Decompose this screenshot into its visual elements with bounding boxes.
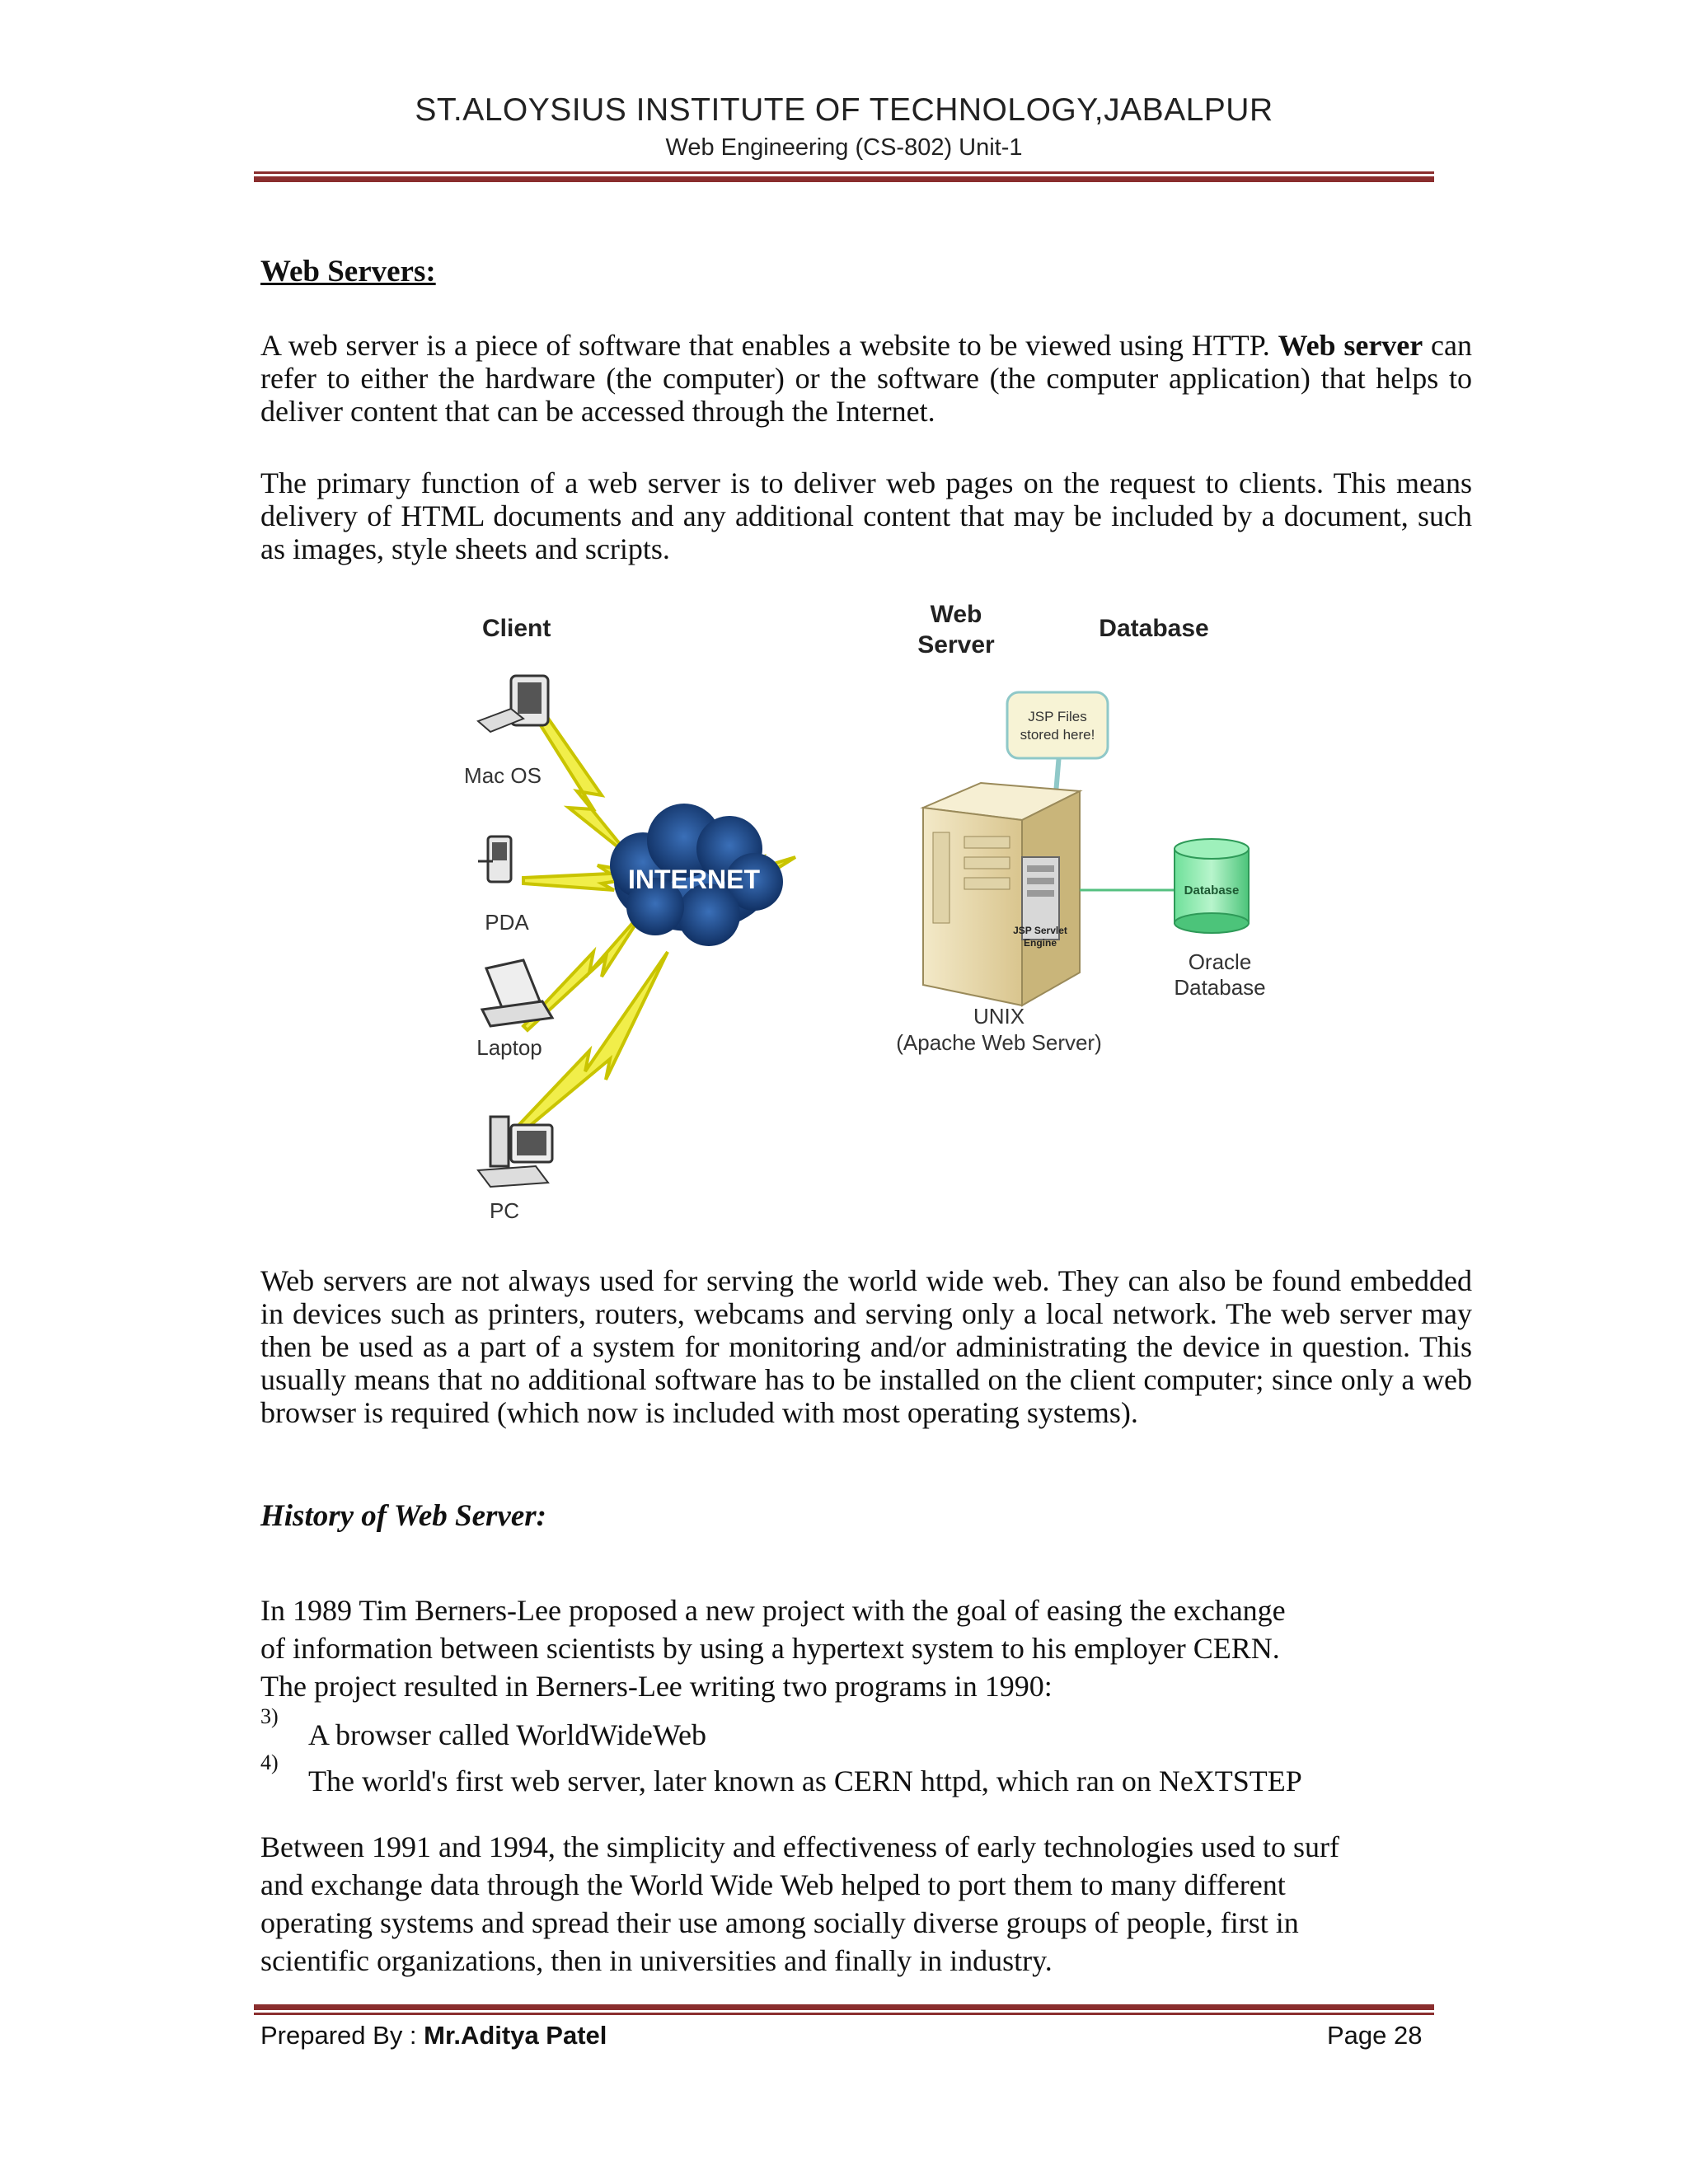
spread-line: Between 1991 and 1994, the simplicity and effectiveness of early technologies used to surf: [260, 1830, 1339, 1863]
paragraph-primary-function: The primary function of a web server is to deliver web pages on the request to clients. This means delivery of HTML documents and any additional content that may be included by a document, such as images, style sheets and scripts.: [260, 466, 1472, 565]
course-subtitle: Web Engineering (CS-802) Unit-1: [665, 134, 1023, 161]
oracle-caption-line1: Oracle: [1188, 949, 1252, 974]
para-text: can refer to either the hardware (the computer) or the software (the computer application) that helps to deliver content that can be accessed through the Internet.: [260, 329, 1472, 428]
engine-line1: JSP Servlet: [1013, 925, 1067, 936]
history-heading: History of Web Server:: [260, 1499, 547, 1533]
pc-icon: [478, 1117, 552, 1187]
mac-client-icon: [478, 676, 548, 732]
unix-caption-line2: (Apache Web Server): [896, 1030, 1102, 1055]
history-line: The project resulted in Berners-Lee writing two programs in 1990:: [260, 1670, 1053, 1703]
footer-rule-thin: [254, 2013, 1434, 2015]
list-number: 4): [260, 1750, 279, 1774]
paragraph-history: [260, 1591, 1472, 1705]
oracle-caption-line2: Database: [1174, 975, 1266, 1000]
spread-line: scientific organizations, then in universities and finally in industry.: [260, 1944, 1053, 1977]
pda-label: PDA: [485, 910, 529, 935]
callout-line1: JSP Files: [1028, 709, 1087, 724]
para-bold-term: Web server: [1278, 329, 1423, 362]
para-text: A web server is a piece of software that enables a website to be viewed using HTTP.: [260, 329, 1278, 362]
server-heading-line1: Web: [930, 601, 982, 628]
history-line: In 1989 Tim Berners-Lee proposed a new project with the goal of easing the exchange: [260, 1594, 1286, 1627]
list-number: 3): [260, 1704, 279, 1728]
spread-line: and exchange data through the World Wide Web helped to port them to many different: [260, 1868, 1286, 1901]
web-servers-heading: Web Servers:: [260, 255, 436, 288]
laptop-label: Laptop: [476, 1035, 542, 1060]
client-heading: Client: [482, 615, 551, 642]
footer-rule-thick: [254, 2004, 1434, 2010]
list-item: [260, 1704, 279, 1729]
institute-title: ST.ALOYSIUS INSTITUTE OF TECHNOLOGY,JABALPUR: [415, 92, 1273, 128]
mac-os-label: Mac OS: [464, 763, 542, 788]
header-rule-thick: [254, 176, 1434, 182]
page-number: Page 28: [1327, 2021, 1423, 2050]
callout-line2: stored here!: [1020, 727, 1095, 743]
history-line: of information between scientists by using a hypertext system to his employer CERN.: [260, 1632, 1280, 1665]
unix-caption-line1: UNIX: [973, 1004, 1025, 1029]
paragraph-embedded-servers: Web servers are not always used for serving the world wide web. They can also be found embedded in devices such as printers, routers, webcams and serving only a local network. The web server may then be used as a part of a system for monitoring and/or administrating the device in question. This usually means that no additional software has to be installed on the client computer; since only a web browser is required (which now is included with most operating systems).: [260, 1264, 1472, 1429]
jsp-callout-bubble: [1007, 692, 1108, 758]
prepared-label: Prepared By :: [260, 2021, 424, 2050]
paragraph-spread: [260, 1828, 1472, 1980]
header-rule-thin: [254, 171, 1434, 174]
web-server-diagram: [445, 585, 1269, 1244]
pc-label: PC: [489, 1198, 520, 1223]
internet-label: INTERNET: [628, 865, 760, 894]
spread-line: operating systems and spread their use among socially diverse groups of people, first in: [260, 1906, 1299, 1939]
prepared-by: [260, 2021, 607, 2050]
engine-line2: Engine: [1023, 937, 1057, 949]
list-item-text: The world's first web server, later known as CERN httpd, which ran on NeXTSTEP: [308, 1765, 1302, 1797]
db-cylinder-label: Database: [1184, 883, 1240, 898]
author-name: Mr.Aditya Patel: [424, 2021, 607, 2050]
database-heading: Database: [1099, 615, 1209, 642]
list-item-text: A browser called WorldWideWeb: [308, 1718, 706, 1751]
server-heading-line2: Server: [917, 631, 995, 658]
list-item: [260, 1750, 279, 1775]
pda-icon: [478, 837, 511, 882]
laptop-icon: [482, 960, 552, 1026]
paragraph-intro: [260, 329, 1472, 428]
